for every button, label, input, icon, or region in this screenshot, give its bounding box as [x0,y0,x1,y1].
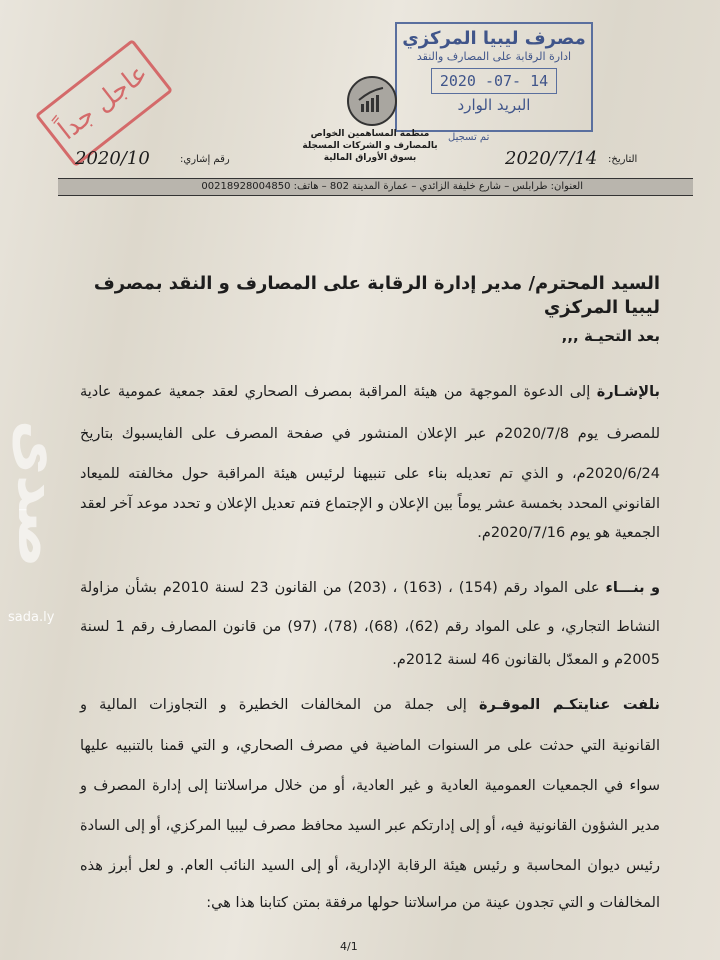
paragraph-line [80,893,660,913]
line-text: سواء في الجمعيات العمومية العادية و غير العادية، أو من خلال مراسلاتنا إلى إدارة المصرف و [80,778,660,794]
reference-label: رقم إشاري: [180,154,230,165]
urgent-stamp: عاجل جداً [35,39,173,167]
paragraph-line [80,382,660,402]
stamp-date: 2020 -07- 14 [431,68,557,94]
paragraph-line [80,695,660,715]
stamp-received-note: تم تسجيل [448,132,490,143]
paragraph-line [80,494,660,514]
chart-growth-icon [349,78,395,124]
line-text: مدير الشؤون القانونية فيه، أو إلى إدارتكم عبر السيد محافظ مصرف ليبيا المركزي، أو إلى السادة [80,818,660,834]
organization-name: منظمة المساهمين الخواص بالمصارف و الشركات المسجلة بسوق الأوراق المالية [302,129,438,163]
paragraph-line [80,776,660,796]
line-text: للمصرف يوم 2020/7/8م عبر الإعلان المنشور في صفحة المصرف على الفايسبوك بتاريخ [80,426,660,442]
addressee: السيد المحترم/ مدير إدارة الرقابة على المصارف و النقد بمصرف ليبيا المركزي [93,273,660,318]
date-value: 2020/7/14 [505,148,598,169]
line-text: رئيس ديوان المحاسبة و رئيس هيئة الرقابة الإدارية، أو إلى السيد النائب العام. و لعل أبرز هذه [80,858,660,874]
line-text: الجمعية هو يوم 2020/7/16م. [477,525,660,541]
paragraph-line [80,424,660,444]
paragraph-line [80,523,660,543]
received-stamp [395,22,593,132]
paragraph-line [80,650,660,670]
greeting: بعد التحيـة ,,, [561,327,660,345]
stamp-label: البريد الوارد [457,96,531,114]
paragraph-line [80,464,660,484]
line-text: على المواد رقم (154) ، (163) ، (203) من القانون 23 لسنة 2010م بشأن مزاولة [80,580,606,596]
paragraph-line [80,617,660,637]
page-number: 4/1 [340,940,358,953]
organization-logo [347,76,397,126]
watermark-logo: صدى [4,420,74,568]
paragraph-line [80,816,660,836]
line-text: القانونية التي حدثت على مر السنوات الماضية في مصرف الصحاري، و التي قمنا بالتنبيه عليها [80,738,660,754]
paragraph-line [80,578,660,598]
lead-phrase: بالإشـارة [596,384,660,400]
paragraph-line [80,736,660,756]
lead-phrase: نلفت عنايتكـم الموقـرة [478,697,660,713]
stamp-department: ادارة الرقابة على المصارف والنقد [416,50,572,63]
watermark-site: sada.ly [8,610,55,625]
address-bar: العنوان: طرابلس – شارع خليفة الزائدي – عمارة المدينة 802 – هاتف: 00218928004850 [58,178,693,196]
paragraph-line [80,856,660,876]
date-label: التاريخ: [608,154,638,165]
line-text: النشاط التجاري، و على المواد رقم (62)، (68)، (78)، (97) من قانون المصارف رقم 1 لسنة [80,619,660,635]
stamp-bank-name: مصرف ليبيا المركزي [402,28,586,49]
line-text: إلى جملة من المخالفات الخطيرة و التجاوزات المالية و [80,697,479,713]
line-text: إلى الدعوة الموجهة من هيئة المراقبة بمصرف الصحاري لعقد جمعية عمومية عادية [80,384,597,400]
line-text: 2020/6/24م، و الذي تم تعديله بناء على تنبيهنا لرئيس هيئة المراقبة حول مخالفته للميعاد [80,466,660,482]
line-text: 2005م و المعدّل بالقانون 46 لسنة 2012م. [392,652,660,668]
reference-value: 2020/10 [75,148,150,169]
line-text: القانوني المحدد بخمسة عشر يوماً بين الإعلان و الإجتماع فتم تعديل الإعلان و تحدد موعد آخر لعقد [80,496,660,512]
lead-phrase: و بنـــاء [605,580,660,596]
line-text: المخالفات و التي تجدون عينة من مراسلاتنا حولها مرفقة بمتن كتابنا هذا هي: [206,895,660,911]
